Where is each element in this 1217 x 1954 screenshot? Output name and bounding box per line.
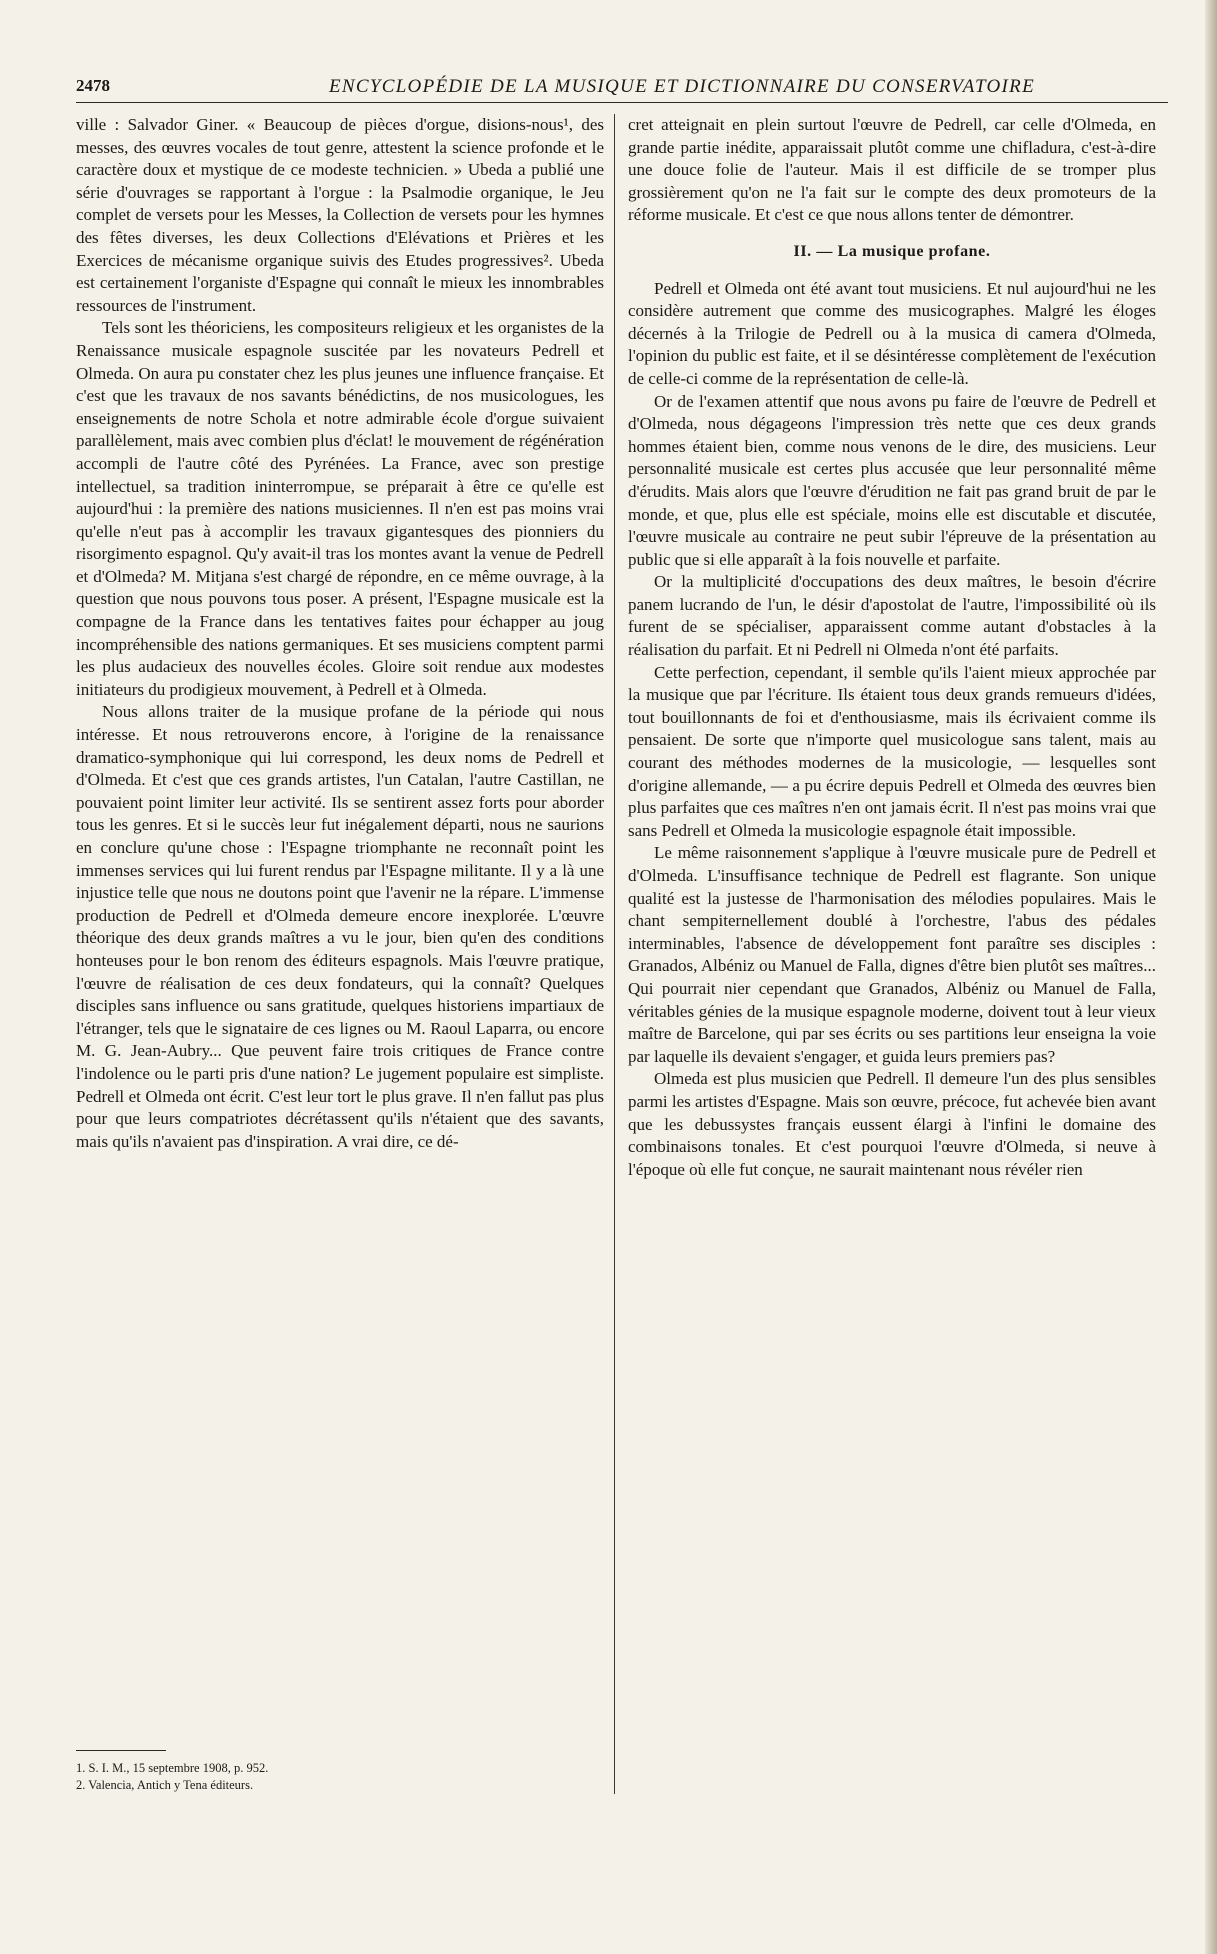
footnote: 2. Valencia, Antich y Tena éditeurs. — [76, 1778, 254, 1792]
footnote: 1. S. I. M., 15 septembre 1908, p. 952. — [76, 1761, 269, 1775]
paragraph: Nous allons traiter de la musique profane de la période qui nous intéresse. Et nous retrouverons encore, à l'origine de la renaissance dramatico-symphonique qui lui correspond, les deux noms de Pedrell et d'Olmeda. Et c'est que ces grands artistes, l'un Catalan, l'autre Castillan, ne pouvaient point limiter leur activité. Ils se sentirent assez forts pour aborder tous les genres. Et si le succès leur fut inégalement départi, nous ne saurions en conclure qu'une chose : l'Espagne triomphante ne reconnaît point les immenses services qui lui furent rendus par l'Espagne militante. Il y a là une injustice telle que nous ne doutons point que l'avenir ne la répare. L'immense production de Pedrell et d'Olmeda demeure encore inexplorée. L'œuvre théorique des deux grands maîtres a vu le jour, bien qu'en des conditions honteuses pour le bon renom des éditeurs espagnols. Mais l'œuvre pratique, l'œuvre de réalisation de ces deux fondateurs, qui la connaît? Quelques disciples sans influence ou sans gratitude, quelques historiens impartiaux de l'étranger, tels que le signataire de ces lignes ou M. Raoul Laparra, ou encore M. G. Jean-Aubry... Que peuvent faire trois critiques de France contre l'indolence ou le parti pris d'une nation? Le jugement populaire est simpliste. Pedrell et Olmeda ont écrit. C'est leur tort le plus grave. Il n'en fallut pas plus pour que leurs compatriotes décrétassent qu'ils n'étaient que des savants, mais qu'ils n'avaient pas d'inspiration. A vrai dire, ce dé- — [76, 702, 604, 1151]
paragraph: ville : Salvador Giner. « Beaucoup de pièces d'orgue, disions-nous¹, des messes, des œuvres vocales de tout genre, attestent la science profonde et le caractère doux et mystique de ce modeste technicien. » Ubeda a publié une série d'ouvrages se rapportant à l'orgue : la Psalmodie organique, le Jeu complet de versets pour les Messes, la Collection de versets pour les hymnes des fêtes diverses, les deux Collections d'Elévations et Prières et les Exercices de mécanisme organique suivis des Etudes progressives². Ubeda est certainement l'organiste d'Espagne qui connaît le mieux les innombrables ressources de l'instrument. — [76, 115, 604, 315]
footnotes — [76, 1760, 604, 1794]
paragraph: Pedrell et Olmeda ont été avant tout musiciens. Et nul aujourd'hui ne les considère autrement que comme des musicographes. Malgré les éloges décernés à la Trilogie de Pedrell ou à la musica di camera d'Olmeda, l'opinion du public est faite, et il se désintéresse complètement de l'exécution de celle-ci comme de la représentation de celle-là. — [628, 278, 1156, 388]
right-column — [628, 114, 1156, 1181]
column-divider — [614, 114, 615, 1794]
paragraph: Or de l'examen attentif que nous avons pu faire de l'œuvre de Pedrell et d'Olmeda, nous dégageons l'impression très nette que ces deux grands hommes étaient bien, comme nous venons de le dire, des musiciens. Leur personnalité musicale est certes plus accusée que leur personnalité même d'érudits. Mais alors que l'œuvre d'érudition ne fait pas grand bruit de par le monde, et que, plus elle est spéciale, moins elle est discutable et discutée, l'œuvre musicale au contraire ne peut subir l'épreuve de la présentation au public que si elle apparaît à la fois nouvelle et parfaite. — [628, 391, 1156, 569]
running-title: ENCYCLOPÉDIE DE LA MUSIQUE ET DICTIONNAIRE DU CONSERVATOIRE — [329, 76, 1035, 97]
footnote-rule — [76, 1750, 166, 1751]
page-edge — [1205, 0, 1217, 1954]
paragraph: Olmeda est plus musicien que Pedrell. Il demeure l'un des plus sensibles parmi les artistes d'Espagne. Mais son œuvre, précoce, fut achevée bien avant que les debussystes français eussent élargi à l'infini le domaine des combinaisons tonales. Et c'est pourquoi l'œuvre d'Olmeda, si neuve à l'époque où elle fut conçue, ne saurait maintenant nous révéler rien — [628, 1069, 1156, 1179]
paragraph: Le même raisonnement s'applique à l'œuvre musicale pure de Pedrell et d'Olmeda. L'insuffisance technique de Pedrell est flagrante. Son unique qualité est la justesse de l'harmonisation des mélodies populaires. Mais le chant sempiternellement doublé à l'orchestre, l'abus des pédales interminables, l'absence de développement font paraître ses disciples : Granados, Albéniz ou Manuel de Falla, dignes d'être bien plutôt ses maîtres... Qui pourrait nier cependant que Granados, Albéniz ou Manuel de Falla, véritables génies de la musique espagnole moderne, doivent tout à leur vieux maître de Barcelone, qui par ses écrits ou ses partitions leur enseigna la voie par laquelle ils devaient s'engager, et guida leurs premiers pas? — [628, 843, 1156, 1066]
page-number: 2478 — [76, 76, 110, 95]
section-heading: II. — La musique profane. — [793, 242, 991, 260]
left-column — [76, 114, 604, 1153]
page-header — [76, 76, 1168, 103]
paragraph: Cette perfection, cependant, il semble qu'ils l'aient mieux approchée par la musique que par l'écriture. Ils étaient tous deux grands remueurs d'idées, tout bouillonnants de foi et d'enthousiasme, mais ils écrivaient comme ils pensaient. De sorte que n'importe quel musicologue sans talent, mais au courant des méthodes modernes de la musicologie, — lesquelles sont d'origine allemande, — a pu écrire depuis Pedrell et Olmeda des œuvres bien plus parfaites que ces maîtres n'en ont jamais écrit. Il n'est pas moins vrai que sans Pedrell et Olmeda la musicologie espagnole était impossible. — [628, 662, 1156, 840]
paragraph: cret atteignait en plein surtout l'œuvre de Pedrell, car celle d'Olmeda, en grande partie inédite, apparaissait plutôt comme une chifladura, c'est-à-dire une douce folie de l'auteur. Mais il est difficile de se tromper plus grossièrement qu'on ne l'a fait sur le compte des deux promoteurs de la réforme musicale. Et c'est ce que nous allons tenter de démontrer. — [628, 115, 1156, 225]
paragraph: Tels sont les théoriciens, les compositeurs religieux et les organistes de la Renaissance musicale espagnole suscitée par les novateurs Pedrell et Olmeda. On aura pu constater chez les plus jeunes une influence française. Et c'est que les travaux de nos savants bénédictins, de nos musicologues, les enseignements de notre Schola et notre admirable école d'orgue suivaient parallèlement, mais avec combien plus d'éclat! le mouvement de régénération accompli de l'autre côté des Pyrénées. La France, avec son prestige intellectuel, sa tradition ininterrompue, se préparait à être ce qu'elle est aujourd'hui : la première des nations musiciennes. Il n'en est pas moins vrai qu'elle n'eut pas à accomplir les travaux gigantesques des pionniers du risorgimento espagnol. Qu'y avait-il tras los montes avant la venue de Pedrell et d'Olmeda? M. Mitjana s'est chargé de répondre, en ce même ouvrage, à la question que nous pouvons tous poser. A présent, l'Espagne musicale est la compagne de la France dans les tentatives faites pour échapper au joug incompréhensible des nations germaniques. Et ses musiciens comptent parmi les plus audacieux des nouvelles écoles. Gloire soit rendue aux modestes initiateurs du prodigieux mouvement, à Pedrell et à Olmeda. — [76, 318, 604, 699]
paragraph: Or la multiplicité d'occupations des deux maîtres, le besoin d'écrire panem lucrando de l'un, le désir d'apostolat de l'autre, l'impossibilité où ils furent de se spécialiser, apparaissent comme autant d'obstacles à la réalisation du parfait. Et ni Pedrell ni Olmeda n'ont été parfaits. — [628, 572, 1156, 660]
